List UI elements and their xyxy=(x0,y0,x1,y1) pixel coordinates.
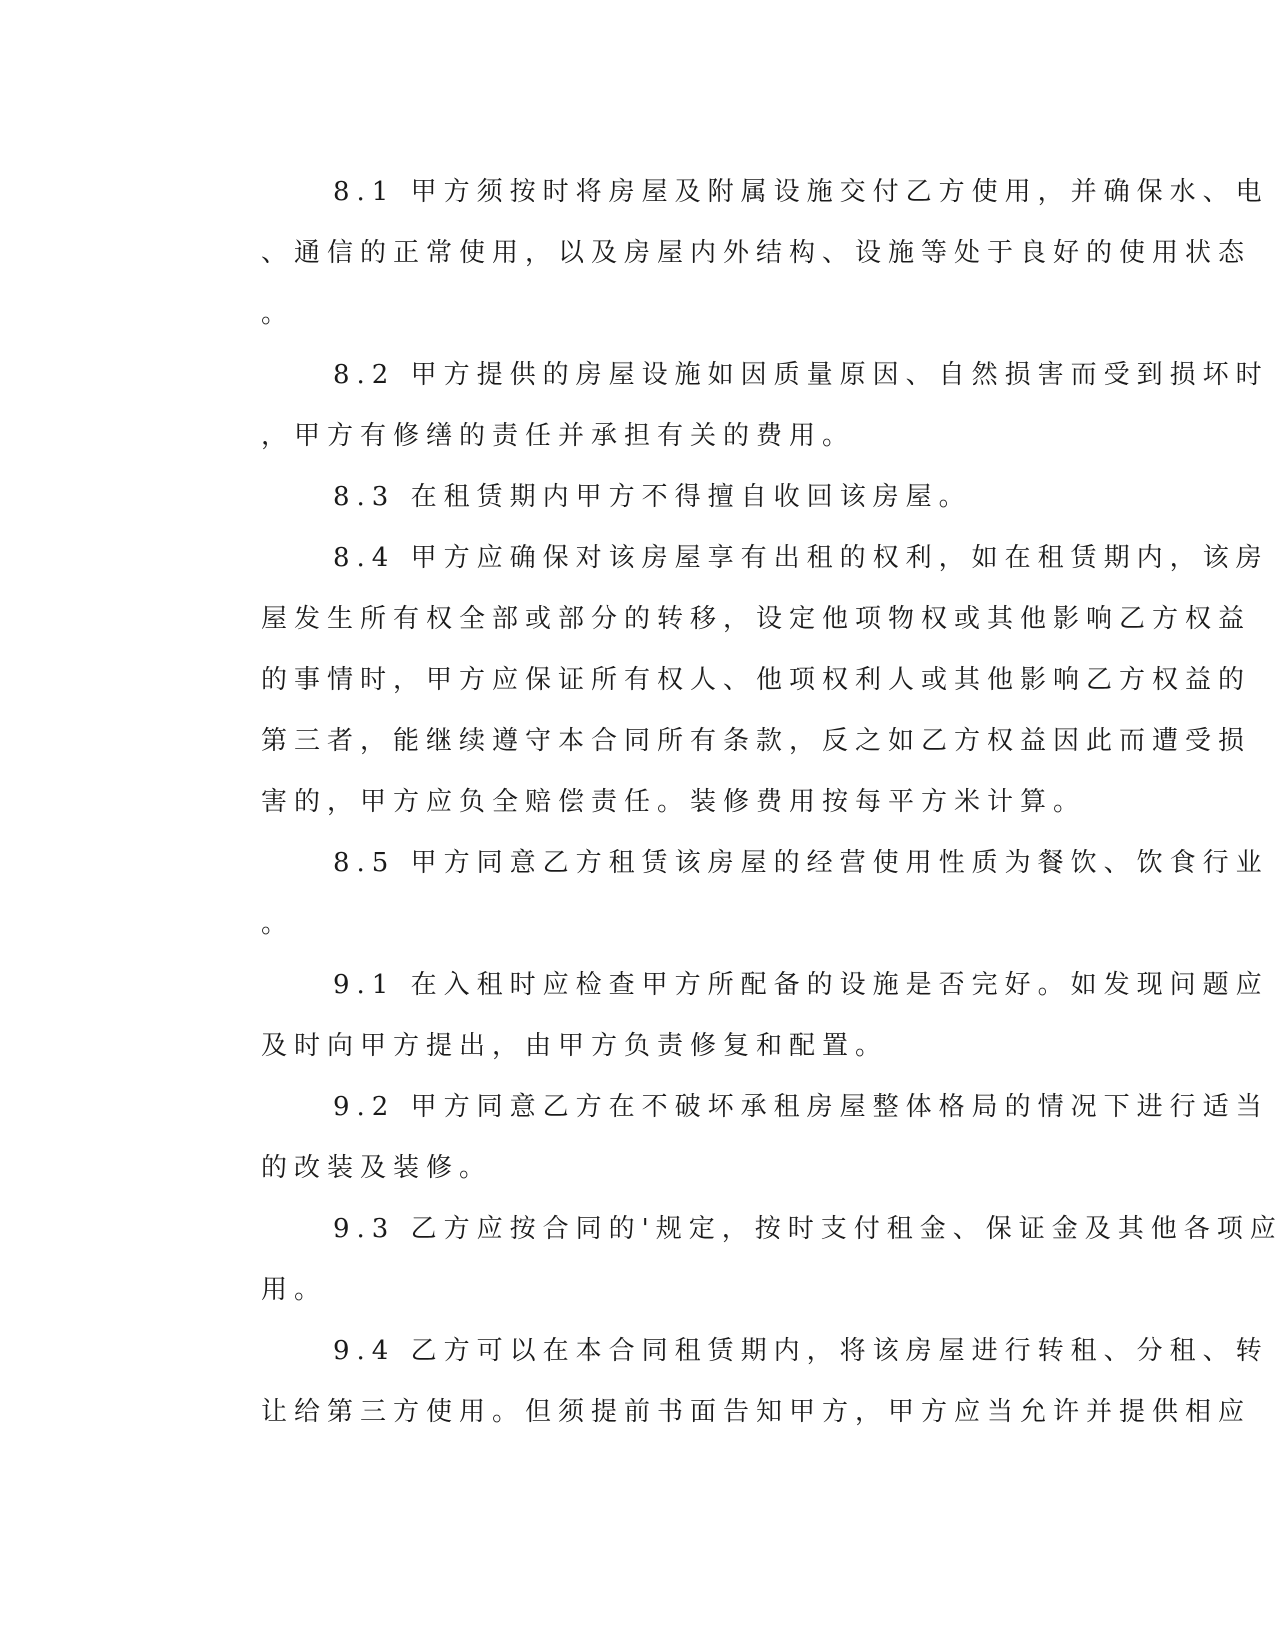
clause-8-5 xyxy=(189,833,1269,955)
clause-9-4 xyxy=(189,1321,1269,1443)
text-line: 的改装及装修。 xyxy=(261,1153,493,1183)
text-line: 8.5 甲方同意乙方租赁该房屋的经营使用性质为餐饮、饮食行业 xyxy=(333,848,1269,878)
text-line: 8.4 甲方应确保对该房屋享有出租的权利，如在租赁期内，该房 xyxy=(333,543,1269,573)
text-line: 屋发生所有权全部或部分的转移，设定他项物权或其他影响乙方权益 xyxy=(261,604,1252,634)
text-line: 8.3 在租赁期内甲方不得擅自收回该房屋。 xyxy=(333,482,972,512)
text-line: 8.1 甲方须按时将房屋及附属设施交付乙方使用，并确保水、电 xyxy=(333,177,1269,207)
document-body xyxy=(189,162,1283,1443)
text-line: 用。 xyxy=(261,1275,328,1305)
text-line: 。 xyxy=(261,299,295,329)
clause-8-3 xyxy=(189,467,1059,528)
text-line: 9.2 甲方同意乙方在不破坏承租房屋整体格局的情况下进行适当 xyxy=(333,1092,1269,1122)
clause-9-2 xyxy=(189,1077,1269,1199)
clause-8-1 xyxy=(189,162,1269,345)
text-line: 及时向甲方提出，由甲方负责修复和配置。 xyxy=(261,1031,889,1061)
text-line: 9.3 乙方应按合同的'规定，按时支付租金、保证金及其他各项应 xyxy=(333,1214,1283,1244)
clause-8-4 xyxy=(189,528,1269,833)
text-line: 9.1 在入租时应检查甲方所配备的设施是否完好。如发现问题应 xyxy=(333,970,1269,1000)
clause-9-1 xyxy=(189,955,1269,1077)
text-line: 害的，甲方应负全赔偿责任。装修费用按每平方米计算。 xyxy=(261,787,1087,817)
text-line: 8.2 甲方提供的房屋设施如因质量原因、自然损害而受到损坏时 xyxy=(333,360,1269,390)
clause-8-2 xyxy=(189,345,1269,467)
text-line: ，甲方有修缮的责任并承担有关的费用。 xyxy=(261,421,856,451)
text-line: 。 xyxy=(261,909,295,939)
text-line: 、通信的正常使用，以及房屋内外结构、设施等处于良好的使用状态 xyxy=(261,238,1252,268)
clause-9-3 xyxy=(189,1199,1283,1321)
text-line: 9.4 乙方可以在本合同租赁期内，将该房屋进行转租、分租、转 xyxy=(333,1336,1269,1366)
text-line: 第三者，能继续遵守本合同所有条款，反之如乙方权益因此而遭受损 xyxy=(261,726,1252,756)
text-line: 让给第三方使用。但须提前书面告知甲方，甲方应当允许并提供相应 xyxy=(261,1397,1252,1427)
text-line: 的事情时，甲方应保证所有权人、他项权利人或其他影响乙方权益的 xyxy=(261,665,1252,695)
